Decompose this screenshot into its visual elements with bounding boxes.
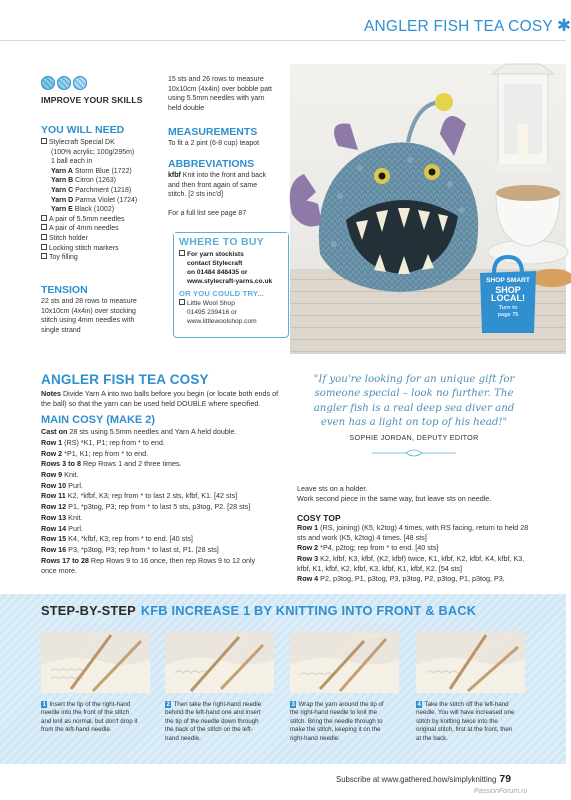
yarn-block: [41, 138, 161, 263]
skill-level-label: IMPROVE YOUR SKILLS: [41, 95, 143, 105]
editor-quote: "If you're looking for an unique gift for someone special – look no further. The angler fish is a real deep sea diver and even has a light on top of his head!": [313, 374, 515, 428]
step-4-photo: [416, 631, 525, 693]
tension-text: [41, 297, 166, 335]
pattern-notes: Notes Divide Yarn A into two balls before you begin (or locate both ends of the ball) so that the yarn can be used held DOUBLE where specified.: [41, 389, 279, 408]
step-2-photo: [165, 631, 274, 693]
stylecraft-link[interactable]: www.stylecraft-yarns.co.uk: [187, 278, 273, 285]
step-by-step-heading: [41, 603, 476, 618]
step-number: 1: [42, 701, 46, 708]
pattern-row: Row 16 P3, *p3tog, P3; rep from * to last st, P1. [28 sts]: [41, 544, 219, 554]
where-to-buy-box: [173, 232, 289, 338]
shop-local-badge[interactable]: [476, 255, 540, 335]
pattern-row: Row 1 (RS) *K1, P1; rep from * to end.: [41, 437, 165, 447]
step-by-step-title: KFB INCREASE 1 BY KNITTING INTO FRONT & BACK: [140, 603, 477, 618]
step-4-text: 4 Take the stitch off the left-hand needle. You will have increased one stitch by knitting twice into the original stitch, first at the front, then at the back.: [416, 701, 515, 742]
header-title: ANGLER FISH TEA COSY: [364, 18, 553, 35]
tension-line: single strand: [41, 326, 81, 334]
yarn-ball-icon: [73, 76, 87, 90]
pattern-row: Row 2 *P4, p2tog; rep from * to end. [40 sts]: [297, 543, 439, 553]
tension-line: stitch using 4mm needles with: [41, 317, 135, 325]
tension-section: [41, 284, 166, 335]
need-item: A pair of 4mm needles: [41, 224, 161, 234]
need-item: A pair of 5.5mm needles: [41, 215, 161, 225]
yarn-ball-line: 1 ball each in: [51, 158, 93, 166]
step-number: 4: [417, 701, 421, 708]
tension-line: 10x10cm (4x4in) over bobble patt: [168, 85, 272, 93]
checkbox[interactable]: [41, 138, 47, 144]
you-will-need-section: [41, 124, 161, 263]
pattern-row: Row 3 K2, kfbf, K3, kfbf, (K2, kfbf) twice, K1, kfbf, K2, kfbf, K4, kfbf, K3, kfbf, K1, kfbf, K2, kfbf, K3, kfbf, K1, kfbf, K2. [54 sts]: [297, 553, 525, 574]
abbreviation-term: kfbf: [168, 172, 181, 179]
checkbox[interactable]: [41, 244, 47, 250]
instruction-line: Leave sts on a holder.: [297, 484, 368, 493]
need-item: Stitch holder: [41, 234, 161, 244]
checkbox[interactable]: [41, 253, 47, 259]
measurements-section: [168, 126, 293, 149]
pattern-row: Cast on 28 sts using 5.5mm needles and Yarn A held double.: [41, 427, 237, 437]
checkbox[interactable]: [41, 224, 47, 230]
pattern-row: Row 1 (RS, joining) (K5, k2tog) 4 times, with RS facing, return to held 28 sts and work (K5, k2tog) 4 times. [48 sts]: [297, 522, 529, 543]
need-item: Toy filling: [41, 253, 161, 263]
need-item: Locking stitch markers: [41, 244, 161, 254]
where-to-buy-heading: WHERE TO BUY: [174, 233, 288, 250]
instruction-line: Work second piece in the same way, but leave sts on needle.: [297, 494, 492, 504]
yarn-balls-icon: [41, 76, 87, 90]
pattern-section: [41, 372, 289, 577]
alt-stockist-heading: OR YOU COULD TRY...: [179, 289, 265, 298]
pattern-row: Row 2 *P1, K1; rep from * to end.: [41, 448, 149, 458]
step-number: 2: [166, 701, 170, 708]
measurements-heading: MEASUREMENTS: [168, 126, 258, 138]
pattern-row: Row 13 Knit.: [41, 512, 83, 522]
step-by-step-label: STEP-BY-STEP: [41, 603, 136, 618]
tension-heading: TENSION: [41, 284, 88, 296]
pattern-row: Row 14 Purl.: [41, 523, 83, 533]
pattern-rows: [41, 427, 289, 577]
pattern-row: once more.: [41, 566, 77, 576]
quote-byline: SOPHIE JORDAN, DEPUTY EDITOR: [349, 433, 479, 442]
pattern-row: Rows 3 to 8 Rep Rows 1 and 2 three times.: [41, 459, 182, 469]
tension-line: 10x10cm (4x4in) over stocking: [41, 307, 136, 315]
yarn-item: Yarn D Parma Violet (1724): [51, 196, 138, 204]
step-2-text: 2 Then take the right-hand needle behind the left-hand one and insert the tip of the needle down through the back of the stitch on the left-hand needle.: [165, 701, 262, 742]
abbreviations-heading: ABBREVIATIONS: [168, 158, 255, 170]
measurements-text: To fit a 2 pint (6-8 cup) teapot: [168, 140, 260, 147]
page-header: [364, 16, 571, 36]
star-icon: ✱: [556, 16, 571, 35]
tension-line: using 5.5mm needles with yarn: [168, 95, 265, 103]
pattern-title: ANGLER FISH TEA COSY: [41, 372, 209, 387]
shop-local-text: SHOP SMART SHOP LOCAL! Turn to page 75: [486, 277, 530, 318]
pattern-row: Row 15 K4, *kfbf, K3; rep from * to end. [40 sts]: [41, 534, 193, 544]
cosy-top-section: [297, 484, 529, 585]
pattern-row: Row 10 Purl.: [41, 480, 83, 490]
yarn-list: [41, 167, 161, 215]
abbreviations-text: kfbf Knit into the front and back and then front again of same stitch. [2 sts inc'd] For a full list see page 87: [168, 171, 293, 218]
yarn-item: Yarn E Black (1002): [51, 206, 115, 214]
littlewoolshop-link[interactable]: www.littlewoolshop.com: [187, 318, 257, 325]
yarn-ball-icon: [41, 76, 55, 90]
tension-line: 15 sts and 26 rows to measure: [168, 76, 264, 83]
step-1-text: 1 Insert the tip of the right-hand needle into the front of the stitch and knit as normal, but don't drop it from the left-hand needle.: [41, 701, 138, 734]
subscribe-link[interactable]: Subscribe at www.gathered.how/simplyknitting: [336, 775, 497, 784]
tension-line: 22 sts and 28 rows to measure: [41, 298, 137, 305]
checkbox[interactable]: [41, 215, 47, 221]
you-will-need-heading: YOU WILL NEED: [41, 124, 125, 136]
cosy-top-heading: COSY TOP: [297, 512, 341, 523]
checkbox[interactable]: [41, 234, 47, 240]
yarn-intro: Stylecraft Special DK: [41, 138, 161, 148]
checkbox[interactable]: [179, 250, 185, 256]
checkbox[interactable]: [179, 299, 185, 305]
step-3-text: 3 Wrap the yarn around the tip of the right-hand needle to knit the stitch. Bring the needle through to make the stitch, keeping it on the right-hand needle.: [290, 701, 384, 742]
tension-line: held double: [168, 104, 205, 112]
step-3-photo: [290, 631, 399, 693]
pattern-row: Row 11 K2, *kfbf, K3; rep from * to last 2 sts, kfbf, K1. [42 sts]: [41, 491, 238, 501]
abbreviations-section: [168, 158, 293, 218]
watermark: PassionForum.ru: [474, 788, 528, 795]
yarn-item: Yarn C Parchment (1218): [51, 186, 132, 194]
yarn-ball-icon: [57, 76, 71, 90]
header-rule: [0, 40, 566, 41]
alt-stockist-info: Little Wool Shop 01495 239416 or www.littlewoolshop.com: [174, 298, 288, 326]
yarn-item: Yarn A Storm Blue (1722): [51, 167, 132, 175]
tension-continued: [168, 75, 293, 113]
yarn-composition: (100% acrylic; 100g/295m): [51, 148, 135, 156]
step-number: 3: [291, 701, 295, 708]
pattern-row: Row 4 P2, p3tog, P1, p3tog, P3, p3tog, P2, p3tog, P1, p3tog, P3,: [297, 574, 505, 584]
pattern-row: Row 12 P1, *p3tog, P3; rep from * to last 5 sts, p3tog, P2. [28 sts]: [41, 502, 251, 512]
abbreviations-more: For a full list see page 87: [168, 209, 247, 217]
page-footer: [336, 773, 511, 785]
stockist-info: For yarn stockists contact Stylecraft on 01484 848435 or www.stylecraft-yarns.co.uk: [174, 250, 288, 286]
pattern-row: Rows 17 to 28 Rep Rows 9 to 16 once, then rep Rows 9 to 12 only: [41, 555, 256, 565]
main-cosy-heading: MAIN COSY (MAKE 2): [41, 414, 156, 427]
page-number: 79: [499, 773, 512, 785]
decorative-divider-icon: [372, 447, 456, 459]
pattern-row: Row 9 Knit.: [41, 470, 79, 479]
step-1-photo: [41, 631, 150, 693]
yarn-item: Yarn B Citron (1263): [51, 177, 116, 185]
